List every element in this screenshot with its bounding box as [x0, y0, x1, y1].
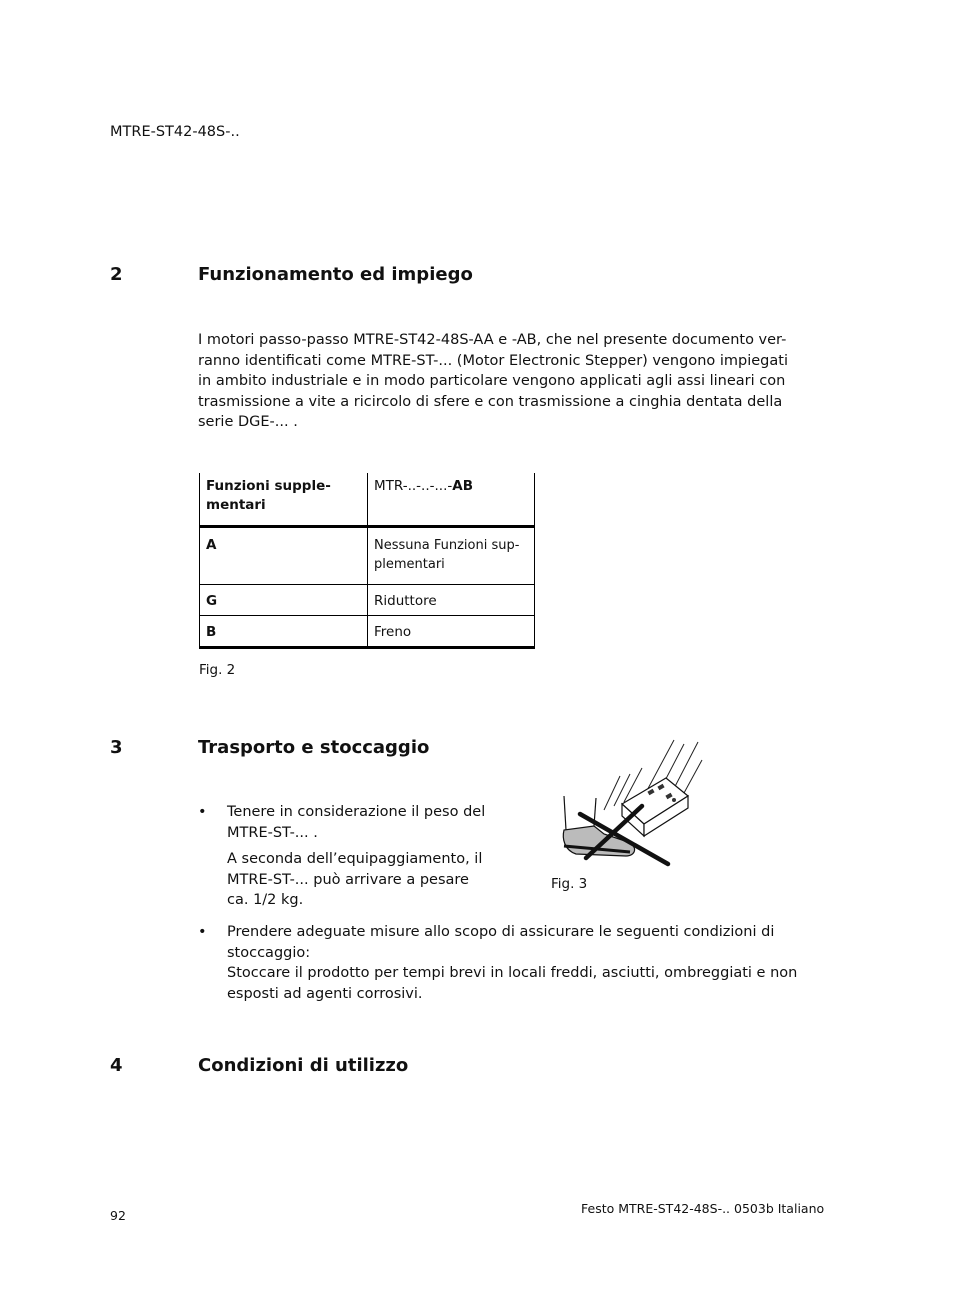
bullet-line: ca. 1/2 kg. — [227, 892, 304, 909]
page-number: 92 — [110, 1208, 126, 1223]
bullet-line: MTRE-ST-... . — [227, 824, 318, 841]
section-2-title: Funzionamento ed impiego — [198, 264, 473, 285]
desc-line: Nessuna Funzioni sup- — [374, 538, 520, 553]
bullet-item-weight — [198, 802, 498, 911]
bullet-line: Tenere in considerazione il peso del — [227, 804, 486, 820]
row-code: B — [200, 616, 368, 648]
header-cell-code — [368, 473, 535, 527]
footer-doc-info: Festo MTRE-ST42-48S-.. 0503b Italiano — [581, 1201, 825, 1216]
functions-table — [199, 473, 535, 649]
header-code-prefix: MTR-..-..-...- — [374, 478, 453, 494]
intro-line: I motori passo-passo MTRE-ST42-48S-AA e -AB, che nel presente documento ver- — [198, 332, 787, 348]
row-description — [368, 527, 535, 585]
bullet-subtext — [227, 849, 498, 911]
bullet-dot: • — [198, 924, 207, 940]
header-line: Funzioni supple- — [206, 478, 331, 494]
section-4-number: 4 — [110, 1055, 123, 1076]
section-3-title: Trasporto e stoccaggio — [198, 737, 430, 758]
row-description: Freno — [368, 616, 535, 648]
bullet-line: A seconda dell’equipaggiamento, il — [227, 851, 483, 868]
intro-line: ranno identificati come MTRE-ST-... (Motor Electronic Stepper) vengono impiegati — [198, 352, 788, 369]
figure-3-caption: Fig. 3 — [551, 876, 588, 892]
dropped-motor-warning-illustration — [556, 738, 706, 868]
intro-line: serie DGE-... . — [198, 414, 298, 431]
bullet-dot: • — [198, 804, 207, 820]
header-line: mentari — [206, 497, 266, 513]
bullet-line: Stoccare il prodotto per tempi brevi in locali freddi, asciutti, ombreggiati e non — [227, 965, 798, 982]
table-row — [200, 616, 535, 648]
bullet-item-storage — [198, 922, 808, 1004]
table-row — [200, 585, 535, 616]
header-code-bold: AB — [452, 478, 474, 494]
bullet-line: Prendere adeguate misure allo scopo di assicurare le seguenti condizioni di — [227, 924, 775, 940]
intro-paragraph — [198, 330, 798, 433]
section-2-number: 2 — [110, 264, 123, 285]
header-cell-functions — [200, 473, 368, 527]
section-4-title: Condizioni di utilizzo — [198, 1055, 409, 1076]
section-3-number: 3 — [110, 737, 123, 758]
document-header: MTRE-ST42-48S-.. — [110, 124, 240, 140]
table-header-row — [200, 473, 535, 527]
desc-line: plementari — [374, 557, 445, 572]
intro-line: in ambito industriale e in modo particolare vengono applicati agli assi lineari con — [198, 373, 786, 390]
bullet-line: MTRE-ST-... può arrivare a pesare — [227, 871, 469, 888]
row-description: Riduttore — [368, 585, 535, 616]
row-code: A — [200, 527, 368, 585]
figure-2-caption: Fig. 2 — [199, 662, 236, 678]
bullet-line: stoccaggio: — [227, 944, 311, 961]
bullet-line: esposti ad agenti corrosivi. — [227, 985, 423, 1002]
table-row — [200, 527, 535, 585]
row-code: G — [200, 585, 368, 616]
intro-line: trasmissione a vite a ricircolo di sfere e con trasmissione a cinghia dentata della — [198, 393, 783, 410]
